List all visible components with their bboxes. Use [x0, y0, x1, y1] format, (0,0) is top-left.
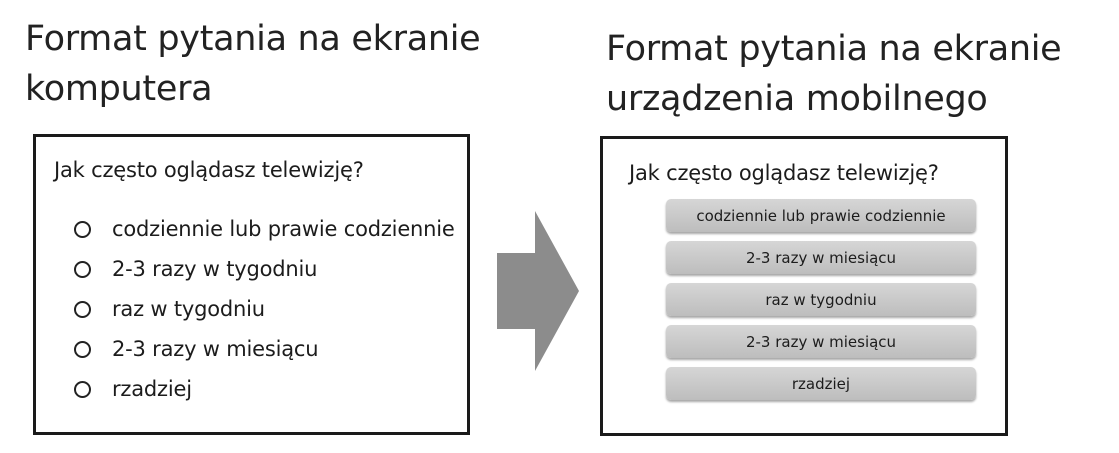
radio-circle-icon[interactable] [74, 301, 91, 318]
radio-option-daily[interactable] [74, 216, 455, 243]
mobile-heading-line2: urządzenia mobilnego [606, 79, 988, 119]
arrow-shape [497, 211, 579, 371]
radio-circle-icon[interactable] [74, 221, 91, 238]
radio-option-label: raz w tygodniu [112, 297, 265, 321]
option-button-2-3-monthly[interactable]: 2-3 razy w miesiącu [666, 241, 976, 274]
desktop-heading [25, 14, 480, 114]
option-button-weekly[interactable]: raz w tygodniu [666, 283, 976, 316]
radio-circle-icon[interactable] [74, 261, 91, 278]
option-button-rarely[interactable]: rzadziej [666, 367, 976, 400]
radio-circle-icon[interactable] [74, 341, 91, 358]
desktop-question-text: Jak często oglądasz telewizję? [54, 158, 364, 182]
option-button-2-3-monthly[interactable]: 2-3 razy w miesiącu [666, 325, 976, 358]
mobile-question-frame [600, 136, 1008, 436]
radio-option-label: codziennie lub prawie codziennie [112, 217, 455, 241]
mobile-button-list [666, 199, 976, 409]
radio-option-weekly[interactable] [74, 296, 455, 323]
mobile-heading [606, 24, 1061, 124]
mobile-question-text: Jak często oglądasz telewizję? [629, 161, 939, 185]
desktop-heading-line2: komputera [25, 69, 213, 109]
radio-option-label: 2-3 razy w tygodniu [112, 257, 318, 281]
radio-option-2-3-weekly[interactable] [74, 256, 455, 283]
right-arrow-icon [497, 211, 579, 371]
option-button-daily[interactable]: codziennie lub prawie codziennie [666, 199, 976, 232]
desktop-heading-line1: Format pytania na ekranie [25, 19, 481, 59]
radio-circle-icon[interactable] [74, 381, 91, 398]
radio-option-2-3-monthly[interactable] [74, 336, 455, 363]
desktop-question-frame [33, 134, 470, 435]
radio-option-label: 2-3 razy w miesiącu [112, 337, 319, 361]
mobile-heading-line1: Format pytania na ekranie [606, 29, 1062, 69]
radio-option-rarely[interactable] [74, 376, 455, 403]
radio-option-label: rzadziej [112, 377, 192, 401]
desktop-radio-list [74, 216, 455, 416]
